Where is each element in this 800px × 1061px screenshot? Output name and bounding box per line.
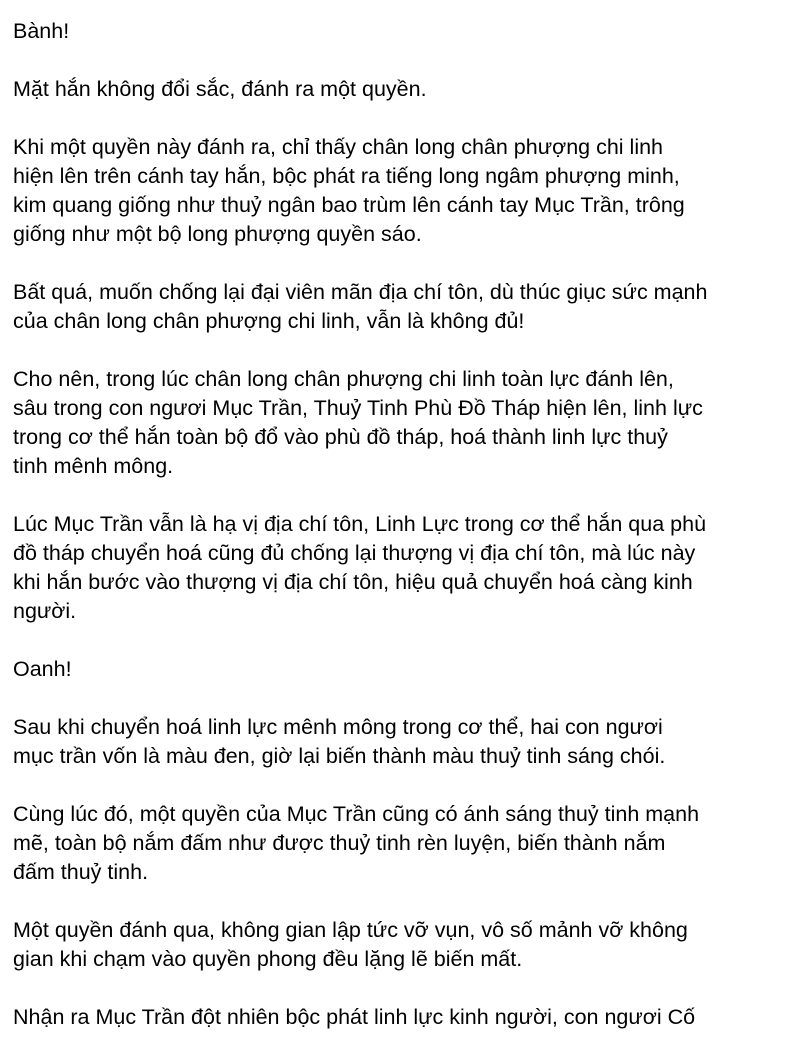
document-body (13, 17, 793, 1061)
text-line: mục trần vốn là màu đen, giờ lại biến thành màu thuỷ tinh sáng chói. (13, 744, 666, 768)
text-line: Sau khi chuyển hoá linh lực mênh mông trong cơ thể, hai con ngươi (13, 715, 663, 739)
text-line: người. (13, 599, 77, 623)
text-line: tinh mênh mông. (13, 454, 174, 478)
paragraph (13, 75, 793, 104)
text-line: sâu trong con ngươi Mục Trần, Thuỷ Tinh Phù Đồ Tháp hiện lên, linh lực (13, 396, 703, 420)
text-line: Mặt hắn không đổi sắc, đánh ra một quyền. (13, 77, 427, 101)
text-line: đồ tháp chuyển hoá cũng đủ chống lại thượng vị địa chí tôn, mà lúc này (13, 541, 696, 565)
paragraph (13, 278, 793, 336)
paragraph (13, 713, 793, 771)
text-line: Bất quá, muốn chống lại đại viên mãn địa chí tôn, dù thúc giục sức mạnh (13, 280, 708, 304)
text-line: hiện lên trên cánh tay hắn, bộc phát ra tiếng long ngâm phượng minh, (13, 164, 680, 188)
text-line: Cùng lúc đó, một quyền của Mục Trần cũng có ánh sáng thuỷ tinh mạnh (13, 802, 700, 826)
paragraph (13, 133, 793, 249)
text-line: Lúc Mục Trần vẫn là hạ vị địa chí tôn, Linh Lực trong cơ thể hắn qua phù (13, 512, 707, 536)
text-line: Bành! (13, 19, 70, 43)
text-line: mẽ, toàn bộ nắm đấm như được thuỷ tinh rèn luyện, biến thành nắm (13, 831, 666, 855)
paragraph (13, 655, 793, 684)
text-line: kim quang giống như thuỷ ngân bao trùm lên cánh tay Mục Trần, trông (13, 193, 685, 217)
text-line: trong cơ thể hắn toàn bộ đổ vào phù đồ tháp, hoá thành linh lực thuỷ (13, 425, 668, 449)
text-line: khi hắn bước vào thượng vị địa chí tôn, hiệu quả chuyển hoá càng kinh (13, 570, 693, 594)
text-line: Oanh! (13, 657, 72, 681)
paragraph (13, 510, 793, 626)
paragraph (13, 916, 793, 974)
text-line: Cho nên, trong lúc chân long chân phượng chi linh toàn lực đánh lên, (13, 367, 674, 391)
text-line: Nhận ra Mục Trần đột nhiên bộc phát linh lực kinh người, con ngươi Cố (13, 1005, 696, 1029)
text-line: của chân long chân phượng chi linh, vẫn là không đủ! (13, 309, 525, 333)
paragraph (13, 365, 793, 481)
paragraph (13, 17, 793, 46)
text-line: Khi một quyền này đánh ra, chỉ thấy chân long chân phượng chi linh (13, 135, 664, 159)
text-line: Một quyền đánh qua, không gian lập tức vỡ vụn, vô số mảnh vỡ không (13, 918, 688, 942)
text-line: gian khi chạm vào quyền phong đều lặng lẽ biến mất. (13, 947, 523, 971)
text-line: đấm thuỷ tinh. (13, 860, 149, 884)
paragraph (13, 800, 793, 887)
paragraph (13, 1003, 793, 1032)
text-line: giống như một bộ long phượng quyền sáo. (13, 222, 422, 246)
